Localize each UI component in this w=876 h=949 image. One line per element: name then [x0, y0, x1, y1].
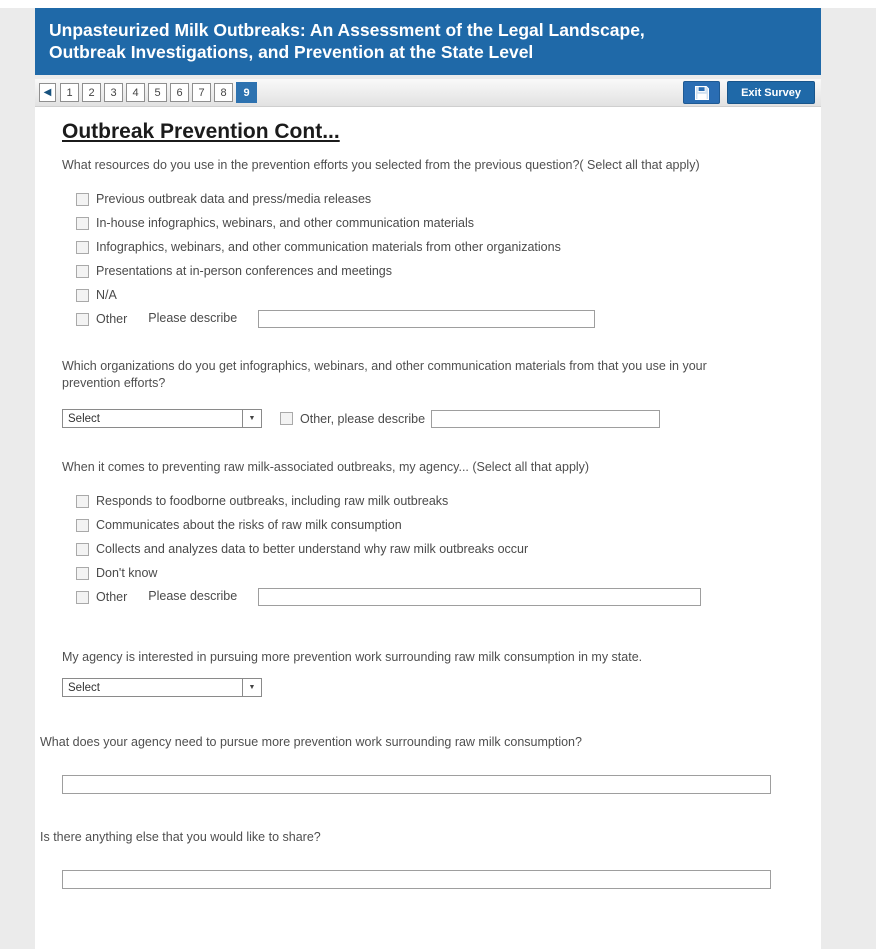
- option-row: [76, 211, 821, 235]
- page-button-9-active[interactable]: 9: [236, 82, 257, 103]
- page-button-8[interactable]: 8: [214, 83, 233, 102]
- back-icon: ◀: [43, 86, 52, 98]
- checkbox[interactable]: [76, 567, 89, 580]
- question-2-controls: [62, 409, 821, 428]
- page-button-1[interactable]: 1: [60, 83, 79, 102]
- survey-title-line1: Unpasteurized Milk Outbreaks: An Assessment of the Legal Landscape,: [49, 20, 645, 40]
- q1-other-describe-input[interactable]: [258, 310, 595, 328]
- question-1-options: [76, 187, 821, 331]
- checkbox[interactable]: [76, 519, 89, 532]
- option-row: [76, 489, 821, 513]
- q3-other-describe-input[interactable]: [258, 588, 701, 606]
- checkbox[interactable]: [76, 289, 89, 302]
- checkbox[interactable]: [76, 265, 89, 278]
- question-2-text: Which organizations do you get infographics, webinars, and other communication materials from that you use in your prevention efforts?: [62, 359, 707, 390]
- option-row: [76, 235, 821, 259]
- survey-title-banner: [35, 8, 821, 75]
- option-label: Communicates about the risks of raw milk consumption: [96, 518, 402, 532]
- option-row: [76, 259, 821, 283]
- question-1-text: What resources do you use in the prevention efforts you selected from the previous question?( Select all that apply): [62, 158, 700, 172]
- option-label: Don't know: [96, 566, 158, 580]
- checkbox[interactable]: [76, 217, 89, 230]
- option-row: [76, 187, 821, 211]
- option-label: Collects and analyzes data to better understand why raw milk outbreaks occur: [96, 542, 529, 556]
- q2-other-describe-input[interactable]: [431, 410, 660, 428]
- option-row: [76, 513, 821, 537]
- question-3-options: [76, 489, 821, 609]
- page-button-5[interactable]: 5: [148, 83, 167, 102]
- q5-answer-input[interactable]: [62, 775, 771, 794]
- option-row-other: [76, 585, 821, 609]
- pager-actions: [683, 81, 817, 104]
- page-button-3[interactable]: 3: [104, 83, 123, 102]
- checkbox[interactable]: [76, 591, 89, 604]
- other-please-describe-label: Other, please describe: [300, 411, 426, 426]
- option-row: [76, 537, 821, 561]
- question-5-text: What does your agency need to pursue more prevention work surrounding raw milk consumption?: [40, 735, 582, 749]
- survey-title-line2: Outbreak Investigations, and Prevention at the State Level: [49, 42, 534, 62]
- option-label: Previous outbreak data and press/media releases: [96, 192, 372, 206]
- checkbox[interactable]: [76, 495, 89, 508]
- survey-window: [35, 8, 821, 949]
- please-describe-label: Please describe: [148, 311, 238, 325]
- option-label: Responds to foodborne outbreaks, including raw milk outbreaks: [96, 494, 449, 508]
- option-label: N/A: [96, 288, 117, 302]
- save-icon: [694, 85, 710, 101]
- exit-survey-button[interactable]: Exit Survey: [727, 81, 815, 104]
- please-describe-label: Please describe: [148, 589, 238, 603]
- checkbox[interactable]: [280, 412, 293, 425]
- option-row-other: [76, 307, 821, 331]
- option-label: Other: [96, 590, 128, 604]
- top-margin-strip: [0, 0, 876, 8]
- q2-select-dropdown[interactable]: [62, 409, 262, 428]
- option-label: Other: [96, 312, 128, 326]
- question-4-text: My agency is interested in pursuing more prevention work surrounding raw milk consumption in my state.: [62, 650, 643, 664]
- q4-select-dropdown[interactable]: [62, 678, 262, 697]
- page-button-4[interactable]: 4: [126, 83, 145, 102]
- question-6-text: Is there anything else that you would like to share?: [40, 830, 321, 844]
- save-button[interactable]: [683, 81, 720, 104]
- checkbox[interactable]: [76, 193, 89, 206]
- select-value: Select: [68, 681, 100, 694]
- page-button-2[interactable]: 2: [82, 83, 101, 102]
- page-title: Outbreak Prevention Cont...: [62, 120, 340, 143]
- q6-answer-input[interactable]: [62, 870, 771, 889]
- option-label: Presentations at in-person conferences and meetings: [96, 264, 393, 278]
- page-button-7[interactable]: 7: [192, 83, 211, 102]
- survey-content: [35, 107, 821, 949]
- option-row: [76, 283, 821, 307]
- select-value: Select: [68, 412, 100, 425]
- option-row: [76, 561, 821, 585]
- back-button[interactable]: [39, 83, 56, 102]
- chevron-down-icon[interactable]: ▼: [242, 410, 261, 427]
- pager-toolbar: [35, 79, 821, 107]
- checkbox[interactable]: [76, 313, 89, 326]
- question-3-text: When it comes to preventing raw milk-associated outbreaks, my agency... (Select all that apply): [62, 460, 590, 474]
- page-button-6[interactable]: 6: [170, 83, 189, 102]
- checkbox[interactable]: [76, 241, 89, 254]
- chevron-down-icon[interactable]: ▼: [242, 679, 261, 696]
- checkbox[interactable]: [76, 543, 89, 556]
- option-label: Infographics, webinars, and other communication materials from other organizations: [96, 240, 561, 254]
- option-label: In-house infographics, webinars, and other communication materials: [96, 216, 474, 230]
